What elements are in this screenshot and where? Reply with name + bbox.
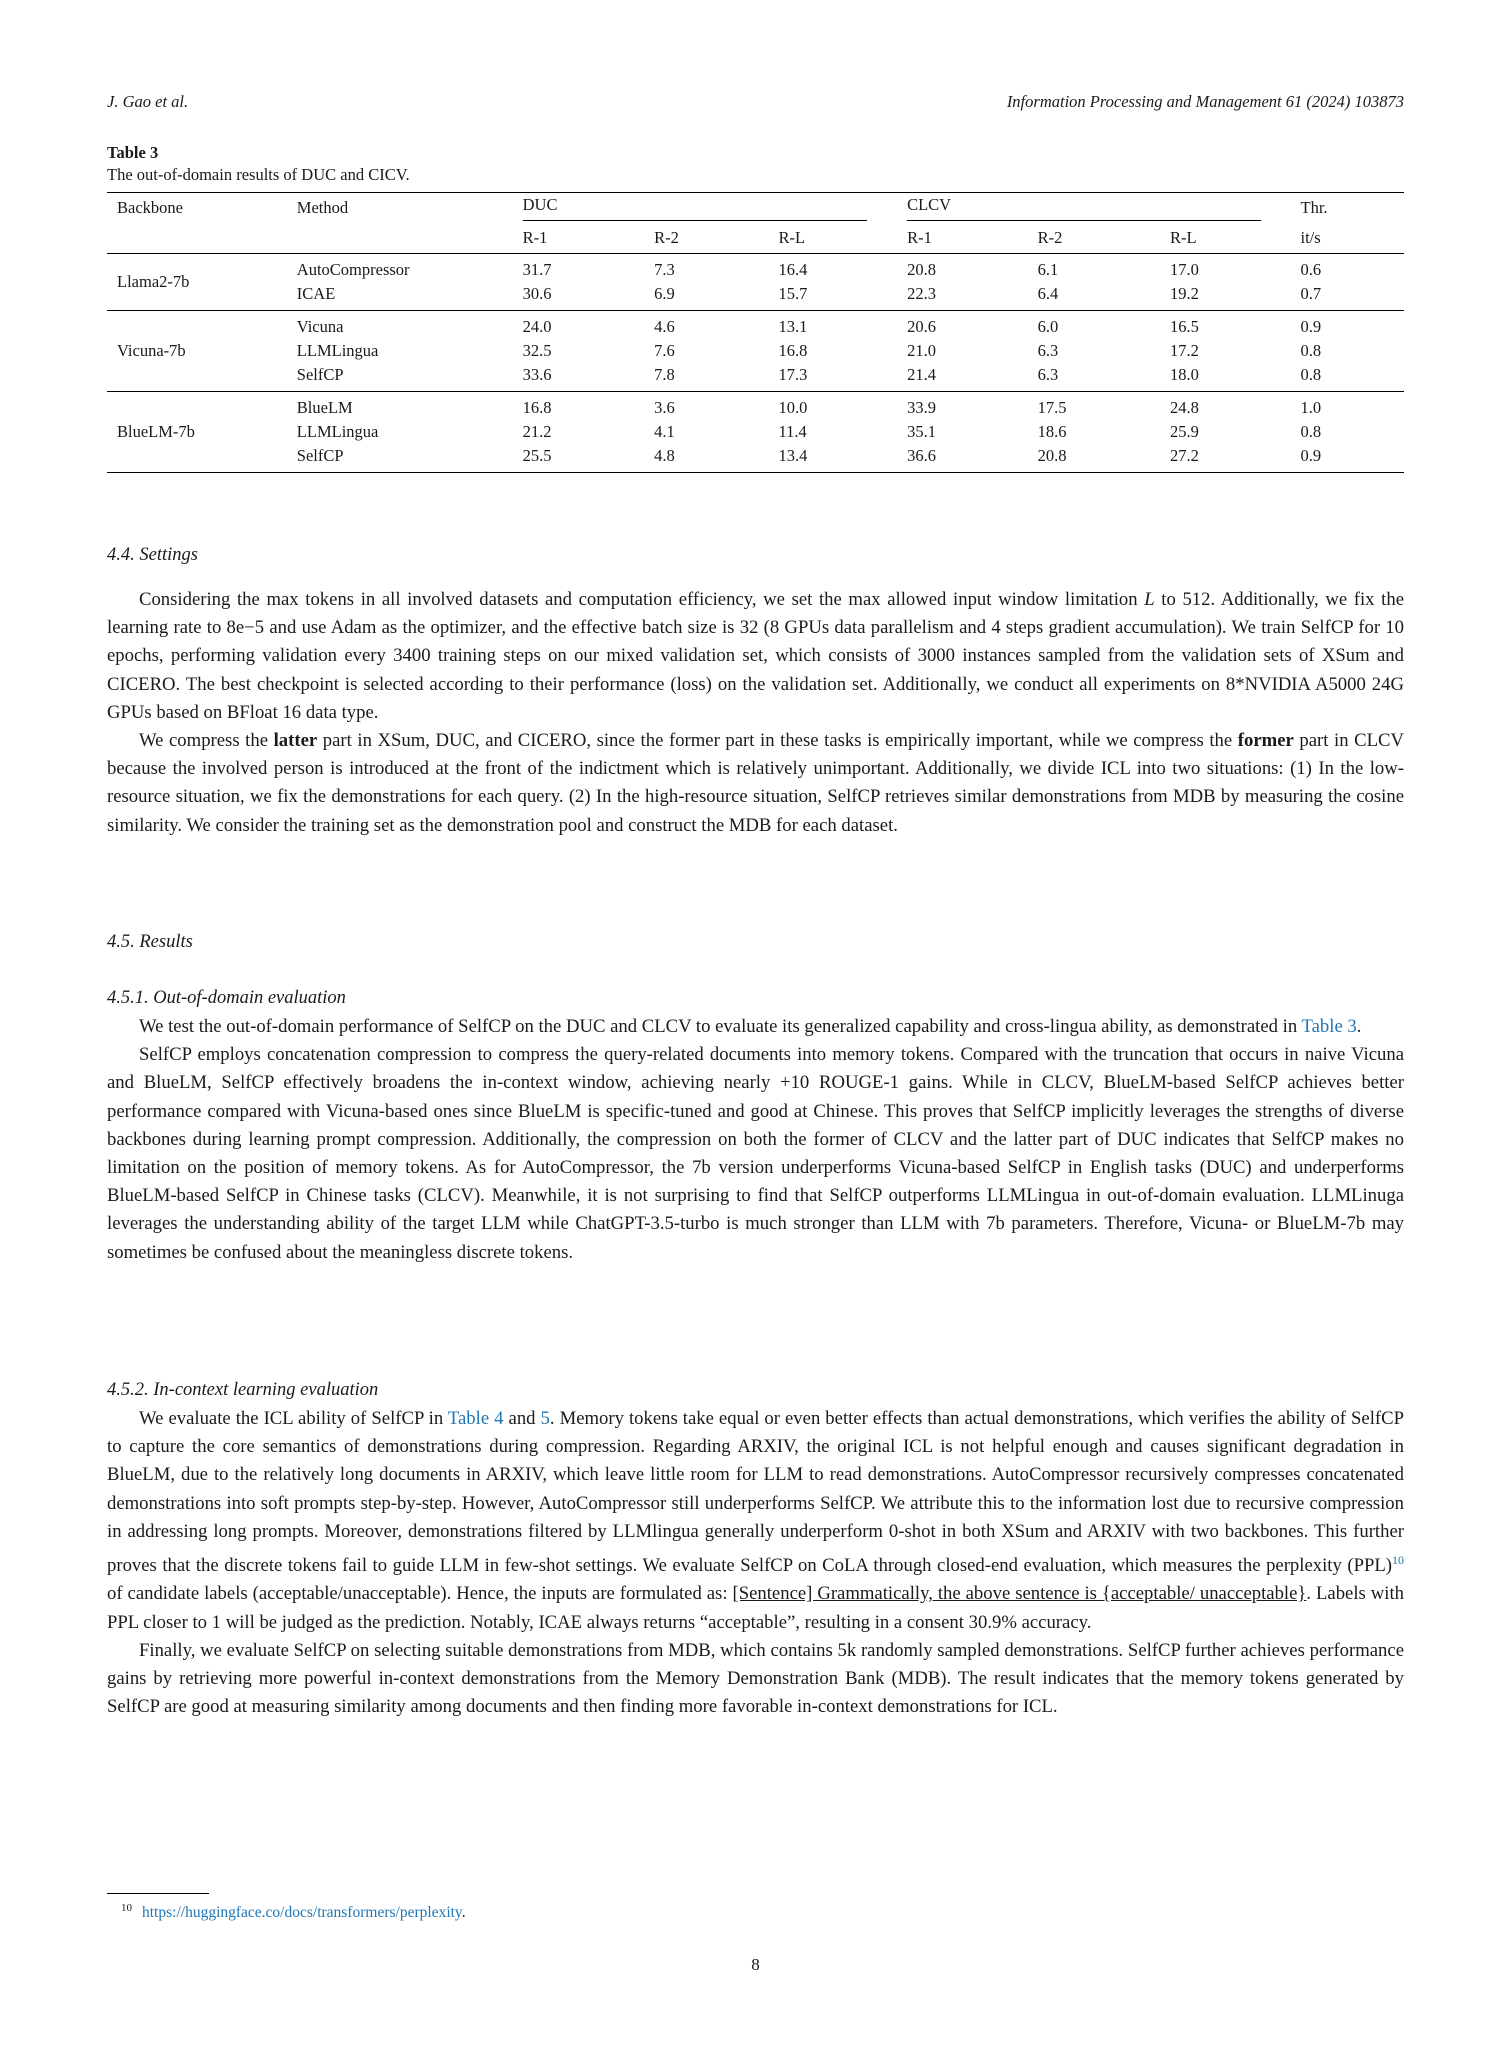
metric-value: 7.8 <box>654 365 675 384</box>
footnote-rule <box>107 1893 209 1894</box>
icl-section-body <box>107 1405 1404 1721</box>
paragraph-settings-2: We compress the latter part in XSum, DUC, and CICERO, since the former part in these tasks is empirically important, while we compress the former part in CLCV because the involved person is introduced at the front of the indictment which is relatively unimportant. Additionally, we divide ICL into two situations: (1) In the low-resource situation, we fix the demonstrations for each query. (2) In the high-resource situation, SelfCP retrieves similar demonstrations from MDB by measuring the cosine similarity. We consider the training set as the demonstration pool and construct the MDB for each dataset. <box>107 730 1404 836</box>
metric-value: 0.8 <box>1300 365 1322 384</box>
metric-value: 16.4 <box>778 260 808 279</box>
metric-value: 16.5 <box>1170 317 1199 336</box>
metric-value: 36.6 <box>907 446 936 465</box>
method-name: SelfCP <box>296 365 344 384</box>
paragraph-ood-1: We test the out-of-domain performance of SelfCP on the DUC and CLCV to evaluate its generalized capability and cross-lingua ability, as demonstrated in Table 3. <box>139 1016 1362 1037</box>
metric-value: 30.6 <box>522 284 552 303</box>
table-4-link[interactable]: Table 4 <box>447 1408 504 1429</box>
metric-value: 0.7 <box>1300 284 1322 303</box>
subheader-clcv-r2: R-2 <box>1037 228 1063 247</box>
metric-value: 3.6 <box>654 398 675 417</box>
metric-cell-clcv-r1 <box>897 311 1028 392</box>
backbone-cell: Llama2-7b <box>117 272 190 291</box>
metric-value: 0.6 <box>1300 260 1322 279</box>
metric-value: 1.0 <box>1300 398 1322 417</box>
metric-value: 7.3 <box>654 260 675 279</box>
footnote-ref-10[interactable]: 10 <box>1392 1553 1404 1568</box>
section-4-5-heading: 4.5. Results <box>107 932 193 952</box>
metric-cell-clcv-rl <box>1160 392 1291 473</box>
subheader-duc-r1: R-1 <box>522 228 548 247</box>
metric-value: 25.5 <box>522 446 552 465</box>
prompt-template: [Sentence] Grammatically, the above sentence is {acceptable/ unacceptable} <box>732 1583 1307 1605</box>
metric-value: 24.0 <box>522 317 552 336</box>
metric-value: 19.2 <box>1170 284 1199 303</box>
metric-value: 21.2 <box>522 422 552 441</box>
metric-value: 10.0 <box>778 398 808 417</box>
metric-cell-duc-r1 <box>513 311 644 392</box>
metric-cell-thr <box>1291 392 1404 473</box>
backbone-cell: BlueLM-7b <box>117 422 195 441</box>
metric-value: 6.9 <box>654 284 675 303</box>
method-cell <box>287 254 513 311</box>
metric-value: 13.1 <box>778 317 808 336</box>
metric-value: 6.4 <box>1037 284 1059 303</box>
metric-cell-duc-rl <box>768 254 897 311</box>
table-caption <box>107 142 410 186</box>
metric-cell-clcv-r2 <box>1028 254 1160 311</box>
metric-value: 17.2 <box>1170 341 1199 360</box>
metric-value: 16.8 <box>778 341 808 360</box>
metric-value: 0.9 <box>1300 446 1322 465</box>
metric-cell-duc-r2 <box>644 254 768 311</box>
metric-value: 11.4 <box>778 422 807 441</box>
method-name: LLMLingua <box>296 341 379 360</box>
metric-value: 17.0 <box>1170 260 1199 279</box>
metric-cell-duc-rl <box>768 311 897 392</box>
metric-cell-clcv-r2 <box>1028 392 1160 473</box>
ood-section-body <box>107 1013 1404 1267</box>
method-cell <box>287 392 513 473</box>
section-4-5-2-heading: 4.5.2. In-context learning evaluation <box>107 1380 379 1400</box>
metric-value: 13.4 <box>778 446 808 465</box>
table-group-row <box>107 254 1404 311</box>
metric-cell-duc-r1 <box>513 392 644 473</box>
metric-value: 31.7 <box>522 260 552 279</box>
subheader-clcv-rl: R-L <box>1170 228 1197 247</box>
metric-value: 16.8 <box>522 398 552 417</box>
metric-value: 24.8 <box>1170 398 1199 417</box>
metric-value: 22.3 <box>907 284 936 303</box>
header-method: Method <box>296 198 349 217</box>
metric-value: 32.5 <box>522 341 552 360</box>
metric-value: 4.6 <box>654 317 675 336</box>
metric-value: 4.1 <box>654 422 675 441</box>
metric-cell-clcv-rl <box>1160 254 1291 311</box>
method-name: ICAE <box>296 284 336 303</box>
subheader-clcv-r1: R-1 <box>907 228 932 247</box>
page-number: 8 <box>751 1955 760 1974</box>
metric-value: 4.8 <box>654 446 675 465</box>
paragraph-settings-1: Considering the max tokens in all involved datasets and computation efficiency, we set the max allowed input window limitation L to 512. Additionally, we fix the learning rate to 8e−5 and use Adam as the optimizer, and the effective batch size is 32 (8 GPUs data parallelism and 4 steps gradient accumulation). We train SelfCP for 10 epochs, performing validation every 3400 training steps on our mixed validation set, which consists of 3000 instances sampled from the validation sets of XSum and CICERO. The best checkpoint is selected according to their performance (loss) on the validation set. Additionally, we conduct all experiments on 8*NVIDIA A5000 24G GPUs based on BFloat 16 data type. <box>107 589 1404 723</box>
metric-cell-duc-r2 <box>644 311 768 392</box>
table-group-row <box>107 311 1404 392</box>
subheader-thr-unit: it/s <box>1300 228 1321 247</box>
paragraph-ood-2: SelfCP employs concatenation compression to compress the query-related documents into memory tokens. Compared with the truncation that occurs in naive Vicuna and BlueLM, SelfCP effectively broadens the in-context window, achieving nearly +10 ROUGE-1 gains. While in CLCV, BlueLM-based SelfCP achieves better performance compared with Vicuna-based ones since BlueLM is specific-tuned and good at Chinese. This proves that SelfCP implicitly leverages the strengths of diverse backbones during learning prompt compression. Additionally, the compression on both the former of CLCV and the latter part of DUC indicates that SelfCP makes no limitation on the position of memory tokens. As for AutoCompressor, the 7b version underperforms Vicuna-based SelfCP in English tasks (DUC) and underperforms BlueLM-based SelfCP in Chinese tasks (CLCV). Meanwhile, it is not surprising to find that SelfCP outperforms LLMLingua in out-of-domain evaluation. LLMLinuga leverages the understanding ability of the target LLM while ChatGPT-3.5-turbo is much stronger than LLM with 7b parameters. Therefore, Vicuna- or BlueLM-7b may sometimes be confused about the meaningless discrete tokens. <box>107 1044 1404 1263</box>
method-name: BlueLM <box>296 398 353 417</box>
metric-value: 21.0 <box>907 341 936 360</box>
metric-value: 20.8 <box>907 260 936 279</box>
metric-value: 33.6 <box>522 365 552 384</box>
settings-section-body <box>107 586 1404 840</box>
results-table <box>107 192 1404 473</box>
table-caption-text: The out-of-domain results of DUC and CICV. <box>107 165 410 184</box>
header-backbone: Backbone <box>117 198 183 217</box>
header-thr: Thr. <box>1300 198 1328 217</box>
table-5-link[interactable]: 5 <box>540 1408 550 1429</box>
running-header <box>107 92 1404 112</box>
metric-cell-clcv-r1 <box>897 392 1028 473</box>
header-authors: J. Gao et al. <box>107 92 189 111</box>
section-4-5-1-heading: 4.5.1. Out-of-domain evaluation <box>107 988 346 1008</box>
metric-cell-clcv-r1 <box>897 254 1028 311</box>
metric-value: 0.9 <box>1300 317 1322 336</box>
metric-value: 20.8 <box>1037 446 1067 465</box>
table-label: Table 3 <box>107 143 159 162</box>
header-journal: Information Processing and Management 61 (2024) 103873 <box>1006 92 1404 111</box>
header-duc: DUC <box>513 193 897 224</box>
metric-cell-duc-r1 <box>513 254 644 311</box>
subheader-duc-r2: R-2 <box>654 228 679 247</box>
metric-value: 6.3 <box>1037 365 1059 384</box>
table-3-link[interactable]: Table 3 <box>1301 1016 1357 1037</box>
paragraph-icl-2: Finally, we evaluate SelfCP on selecting suitable demonstrations from MDB, which contains 5k randomly sampled demonstrations. SelfCP further achieves performance gains by retrieving more powerful in-context demonstrations from the Memory Demonstration Bank (MDB). The result indicates that the memory tokens generated by SelfCP are good at measuring similarity among documents and then finding more favorable in-context demonstrations for ICL. <box>107 1639 1404 1718</box>
header-clcv: CLCV <box>897 193 1290 224</box>
metric-cell-clcv-rl <box>1160 311 1291 392</box>
metric-value: 15.7 <box>778 284 808 303</box>
metric-value: 33.9 <box>907 398 936 417</box>
metric-value: 18.0 <box>1170 365 1199 384</box>
metric-cell-clcv-r2 <box>1028 311 1160 392</box>
method-name: SelfCP <box>296 446 344 465</box>
metric-cell-duc-r2 <box>644 392 768 473</box>
metric-value: 0.8 <box>1300 422 1322 441</box>
method-cell <box>287 311 513 392</box>
footnote-url-link[interactable]: https://huggingface.co/docs/transformers/perplexity <box>142 1904 462 1922</box>
section-4-4-heading: 4.4. Settings <box>107 545 198 565</box>
metric-value: 17.5 <box>1037 398 1067 417</box>
subheader-duc-rl: R-L <box>778 228 806 247</box>
paragraph-icl-1: We evaluate the ICL ability of SelfCP in Table 4 and 5. Memory tokens take equal or even better effects than actual demonstrations, which verifies the ability of SelfCP to capture the core semantics of demonstrations during compression. Regarding ARXIV, the original ICL is not helpful enough and causes significant degradation in BlueLM, due to the relatively long documents in ARXIV, which leave little room for LLM to read demonstrations. AutoCompressor recursively compresses concatenated demonstrations into soft prompts step-by-step. However, AutoCompressor still underperforms SelfCP. We attribute this to the information lost due to recursive compression in addressing long prompts. Moreover, demonstrations filtered by LLMlingua generally underperform 0-shot in both XSum and ARXIV with two backbones. This further proves that the discrete tokens fail to guide LLM in few-shot settings. We evaluate SelfCP on CoLA through closed-end evaluation, which measures the perplexity (PPL)$^{10}$ of candidate labels (acceptable/unacceptable). Hence, the inputs are formulated as: [Sentence] Grammatically, the above sentence is {acceptable/ unacceptable}. Labels with PPL closer to 1 will be judged as the prediction. Notably, ICAE always returns “acceptable”, resulting in a consent 30.9% accuracy. <box>107 1408 1404 1633</box>
footnote-10: $^{10}$ https://huggingface.co/docs/transformers/perplexity. <box>121 1902 466 1922</box>
method-name: LLMLingua <box>296 422 379 441</box>
metric-value: 17.3 <box>778 365 808 384</box>
metric-value: 20.6 <box>907 317 936 336</box>
metric-cell-duc-rl <box>768 392 897 473</box>
metric-value: 6.0 <box>1037 317 1059 336</box>
metric-value: 0.8 <box>1300 341 1322 360</box>
method-name: Vicuna <box>296 317 344 336</box>
method-name: AutoCompressor <box>296 260 410 279</box>
metric-value: 6.1 <box>1037 260 1059 279</box>
metric-value: 21.4 <box>907 365 936 384</box>
metric-value: 18.6 <box>1037 422 1067 441</box>
metric-value: 7.6 <box>654 341 675 360</box>
metric-value: 25.9 <box>1170 422 1199 441</box>
metric-value: 6.3 <box>1037 341 1059 360</box>
metric-cell-thr <box>1291 254 1404 311</box>
metric-value: 35.1 <box>907 422 936 441</box>
metric-cell-thr <box>1291 311 1404 392</box>
backbone-cell: Vicuna-7b <box>117 341 186 360</box>
metric-value: 27.2 <box>1170 446 1199 465</box>
footnote-mark: 10 <box>121 1902 132 1914</box>
table-group-row <box>107 392 1404 473</box>
